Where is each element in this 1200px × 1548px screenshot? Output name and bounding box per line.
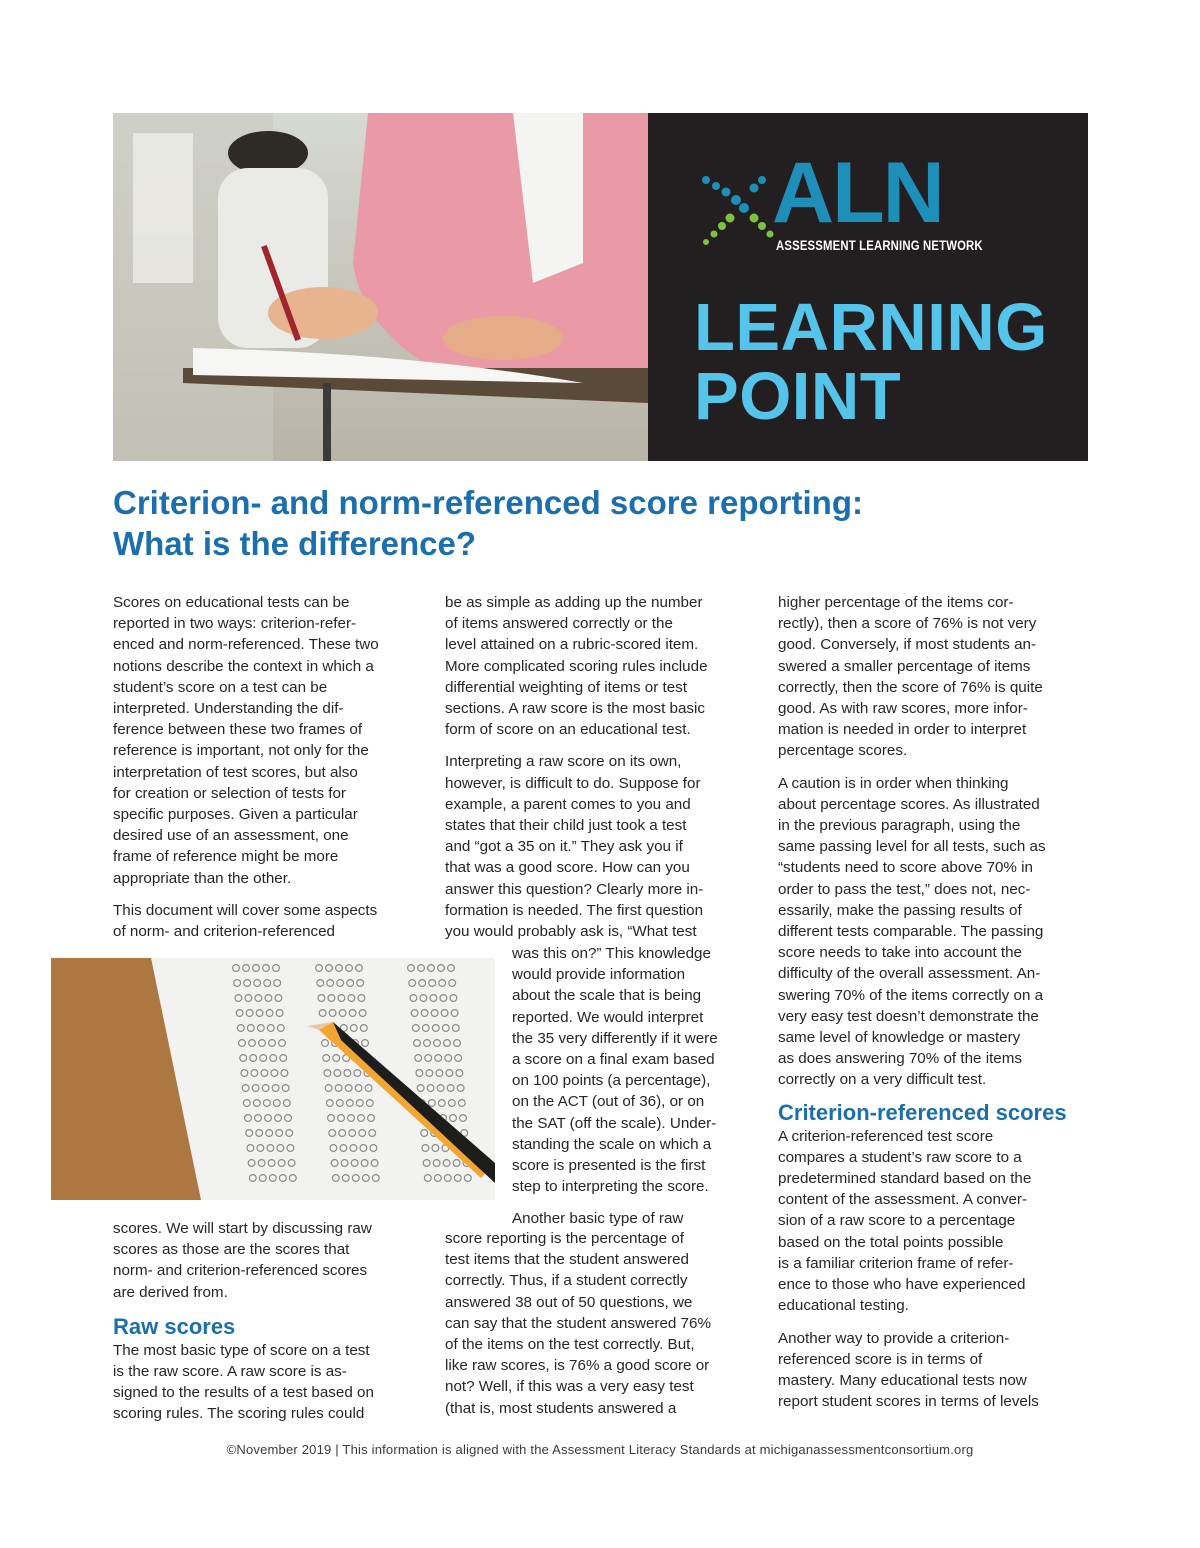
text-line: standing the scale on which a xyxy=(512,1135,712,1153)
text-line: the SAT (off the scale). Under- xyxy=(512,1114,717,1132)
col2-paragraph-3b xyxy=(445,1228,765,1419)
learning-point-title xyxy=(694,290,1048,434)
raw-scores-heading: Raw scores xyxy=(113,1313,236,1339)
text-line: This document will cover some aspects xyxy=(113,901,378,919)
text-line: very easy test doesn’t demonstrate the xyxy=(778,1007,1039,1025)
col3-paragraph-3 xyxy=(778,1126,1098,1317)
text-line: (that is, most students answered a xyxy=(445,1399,677,1417)
aln-logo-subtitle: ASSESSMENT LEARNING NETWORK xyxy=(776,238,983,253)
text-line: Another way to provide a criterion- xyxy=(778,1329,1010,1347)
page-title-line2: What is the difference? xyxy=(113,525,477,562)
aln-logo-mark-icon xyxy=(700,172,780,248)
text-line: reference is important, not only for the xyxy=(113,742,369,760)
text-line: score reporting is the percentage of xyxy=(445,1230,684,1247)
page-title-line1: Criterion- and norm-referenced score reporting: xyxy=(113,484,863,521)
text-line: however, is difficult to do. Suppose for xyxy=(445,774,701,792)
text-line: A caution is in order when thinking xyxy=(778,774,1009,792)
text-line: step to interpreting the score. xyxy=(512,1178,709,1196)
col3-paragraph-2 xyxy=(778,773,1098,1091)
text-line: More complicated scoring rules include xyxy=(445,657,708,675)
text-line: example, a parent comes to you and xyxy=(445,795,691,813)
footer-note: ©November 2019 | This information is aligned with the Assessment Literacy Standards at michiganassessmentconsortium.org xyxy=(226,1442,974,1457)
col1-paragraph-2 xyxy=(113,900,433,942)
text-line: was this on?” This knowledge xyxy=(512,945,711,962)
text-line: level attained on a rubric-scored item. xyxy=(445,636,699,654)
text-line: good. As with raw scores, more infor- xyxy=(778,700,1028,718)
text-line: interpreted. Understanding the dif- xyxy=(113,700,344,718)
text-line: norm- and criterion-referenced scores xyxy=(113,1262,368,1280)
text-line: content of the assessment. A conver- xyxy=(778,1191,1028,1209)
column-1-top xyxy=(113,592,433,953)
text-line: for creation or selection of tests for xyxy=(113,784,346,802)
text-line: ference between these two frames of xyxy=(113,721,363,739)
text-line: correctly, then the score of 76% is quite xyxy=(778,678,1043,696)
text-line: educational testing. xyxy=(778,1297,909,1315)
text-line: that was a good score. How can you xyxy=(445,859,690,877)
col2-paragraph-2a xyxy=(445,751,765,942)
text-line: student’s score on a test can be xyxy=(113,678,328,696)
text-line: in the previous paragraph, using the xyxy=(778,817,1021,835)
text-line: specific purposes. Given a particular xyxy=(113,806,358,824)
text-line: interpretation of test scores, but also xyxy=(113,763,358,781)
text-line: A criterion-referenced test score xyxy=(778,1127,994,1145)
text-line: states that their child just took a test xyxy=(445,817,687,835)
text-line: not? Well, if this was a very easy test xyxy=(445,1378,694,1396)
text-line: scoring rules. The scoring rules could xyxy=(113,1405,365,1423)
text-line: essarily, make the passing results of xyxy=(778,901,1022,919)
text-line: appropriate than the other. xyxy=(113,869,292,887)
text-line: “students need to score above 70% in xyxy=(778,859,1033,877)
text-line: Another basic type of raw xyxy=(512,1210,684,1228)
col1-paragraph-2-cont xyxy=(113,1218,433,1303)
text-line: different tests comparable. The passing xyxy=(778,923,1044,941)
text-line: good. Conversely, if most students an- xyxy=(778,636,1037,654)
text-line: order to pass the test,” does not, nec- xyxy=(778,880,1031,898)
text-line: ence to those who have experienced xyxy=(778,1276,1026,1294)
text-line: notions describe the context in which a xyxy=(113,657,374,675)
text-line: on the ACT (out of 36), or on xyxy=(512,1093,705,1111)
text-line: Scores on educational tests can be xyxy=(113,594,350,611)
text-line: Interpreting a raw score on its own, xyxy=(445,753,682,771)
text-line: of items answered correctly or the xyxy=(445,615,673,633)
text-line: a score on a final exam based xyxy=(512,1051,715,1069)
text-line: you would probably ask is, “What test xyxy=(445,923,697,941)
text-line: on 100 points (a percentage), xyxy=(512,1072,711,1090)
aln-logo-word: ALN xyxy=(772,145,943,241)
column-2-top xyxy=(445,592,765,942)
text-line: about percentage scores. As illustrated xyxy=(778,795,1040,813)
text-line: difficulty of the overall assessment. An- xyxy=(778,965,1041,983)
text-line: reported. We would interpret xyxy=(512,1008,704,1026)
text-line: be as simple as adding up the number xyxy=(445,594,703,611)
text-line: about the scale that is being xyxy=(512,987,702,1005)
text-line: report student scores in terms of levels xyxy=(778,1393,1039,1411)
text-line: sion of a raw score to a percentage xyxy=(778,1212,1016,1230)
col1-paragraph-3 xyxy=(113,1340,433,1425)
col2-paragraph-2b xyxy=(512,943,770,1197)
text-line: scores. We will start by discussing raw xyxy=(113,1220,372,1237)
text-line: the 35 very differently if it were xyxy=(512,1029,718,1047)
learning-point-line1: LEARNING xyxy=(694,290,1048,365)
text-line: is a familiar criterion frame of refer- xyxy=(778,1254,1014,1272)
text-line: percentage scores. xyxy=(778,742,908,760)
text-line: enced and norm-referenced. These two xyxy=(113,636,379,654)
text-line: form of score on an educational test. xyxy=(445,721,691,739)
column-2-bottom xyxy=(445,1228,765,1430)
text-line: answer this question? Clearly more in- xyxy=(445,880,704,898)
text-line: would provide information xyxy=(512,966,686,984)
col2-paragraph-1 xyxy=(445,592,765,740)
text-line: like raw scores, is 76% a good score or xyxy=(445,1357,710,1375)
text-line: same passing level for all tests, such as xyxy=(778,838,1046,856)
criterion-scores-heading: Criterion-referenced scores xyxy=(778,1099,1067,1125)
text-line: reported in two ways: criterion-refer- xyxy=(113,615,357,633)
text-line: same level of knowledge or mastery xyxy=(778,1029,1021,1047)
column-1-bottom xyxy=(113,1218,433,1436)
column-3 xyxy=(778,592,1098,1423)
text-line: referenced score is in terms of xyxy=(778,1350,983,1368)
col3-paragraph-1 xyxy=(778,592,1098,762)
text-line: predetermined standard based on the xyxy=(778,1170,1032,1188)
text-line: swered a smaller percentage of items xyxy=(778,657,1031,675)
text-line: scores as those are the scores that xyxy=(113,1241,350,1259)
text-line: of norm- and criterion-referenced xyxy=(113,923,336,941)
column-2-wrap xyxy=(512,943,770,1230)
text-line: mastery. Many educational tests now xyxy=(778,1371,1027,1389)
text-line: as does answering 70% of the items xyxy=(778,1050,1022,1068)
text-line: test items that the student answered xyxy=(445,1251,689,1269)
text-line: can say that the student answered 76% xyxy=(445,1314,711,1332)
text-line: sections. A raw score is the most basic xyxy=(445,700,705,718)
text-line: correctly. Thus, if a student correctly xyxy=(445,1272,688,1290)
text-line: answered 38 out of 50 questions, we xyxy=(445,1293,693,1311)
text-line: swering 70% of the items correctly on a xyxy=(778,986,1044,1004)
col1-paragraph-1 xyxy=(113,592,433,889)
learning-point-line2: POINT xyxy=(694,359,902,434)
hero-photo-student-writing xyxy=(113,113,648,461)
text-line: are derived from. xyxy=(113,1283,228,1301)
page-title xyxy=(113,482,1073,564)
text-line: differential weighting of items or test xyxy=(445,678,687,696)
text-line: signed to the results of a test based on xyxy=(113,1384,374,1402)
col3-paragraph-4 xyxy=(778,1328,1098,1413)
text-line: desired use of an assessment, one xyxy=(113,827,349,845)
text-line: is the raw score. A raw score is as- xyxy=(113,1363,347,1381)
text-line: correctly on a very difficult test. xyxy=(778,1071,987,1089)
text-line: The most basic type of score on a test xyxy=(113,1341,370,1359)
text-line: higher percentage of the items cor- xyxy=(778,594,1014,611)
text-line: compares a student’s raw score to a xyxy=(778,1148,1022,1166)
text-line: frame of reference might be more xyxy=(113,848,339,866)
text-line: score is presented is the first xyxy=(512,1157,706,1175)
answer-sheet-photo xyxy=(51,958,495,1200)
text-line: rectly), then a score of 76% is not very xyxy=(778,615,1037,633)
text-line: of the items on the test correctly. But, xyxy=(445,1336,695,1354)
text-line: formation is needed. The first question xyxy=(445,901,704,919)
col2-paragraph-3a xyxy=(512,1208,770,1229)
text-line: and “got a 35 on it.” They ask you if xyxy=(445,838,683,856)
text-line: based on the total points possible xyxy=(778,1233,1004,1251)
text-line: mation is needed in order to interpret xyxy=(778,721,1027,739)
text-line: score needs to take into account the xyxy=(778,944,1023,962)
